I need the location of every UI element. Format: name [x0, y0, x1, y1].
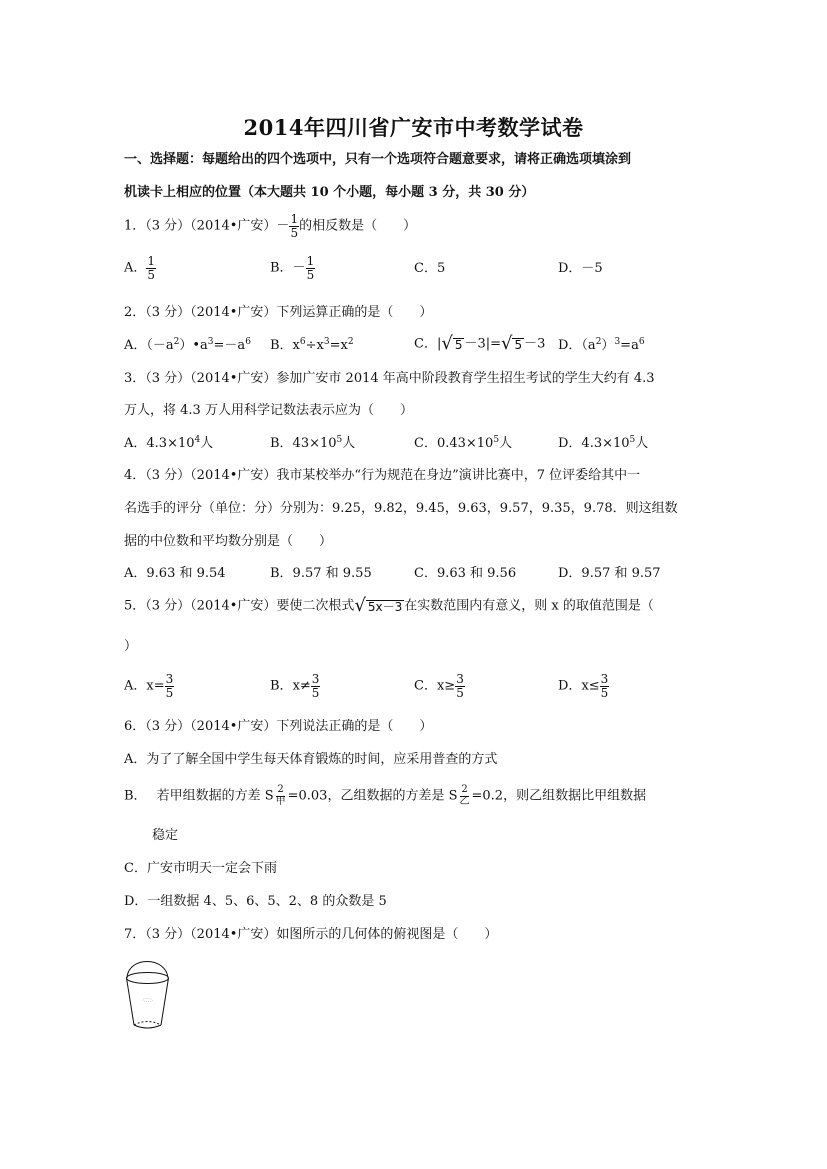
fraction: $\frac{1}{5}$: [290, 212, 299, 240]
section-heading-line1: 一、选择题：每题给出的四个选项中，只有一个选项符合题意要求，请将正确选项填涂到: [124, 152, 632, 167]
question-4-option-a: A．9.63 和 9.54: [124, 566, 226, 581]
bucket-right-side: [161, 978, 169, 1025]
fraction: $\frac{3}{5}$: [600, 672, 609, 700]
question-4-line3: 据的中位数和平均数分别是（ ）: [124, 534, 333, 549]
question-6-option-b-line2: 稳定: [152, 828, 179, 843]
square-root: √ 5x－3: [354, 595, 403, 616]
fraction: $\frac{3}{5}$: [311, 672, 320, 700]
question-1-option-b: B．－ $\frac{1}{5}$: [270, 254, 315, 282]
question-5-line2: ）: [124, 639, 138, 654]
question-6-option-c: C．广安市明天一定会下雨: [124, 861, 277, 876]
question-1-option-d: D．－5: [558, 261, 603, 276]
fraction: $\frac{1}{5}$: [306, 254, 315, 282]
question-3-option-a: A．$4.3\times 10^4$人: [124, 435, 214, 451]
question-3-option-c: C．$0.43\times 10^5$人: [414, 435, 513, 451]
question-4-option-c: C．9.63 和 9.56: [414, 566, 517, 581]
question-2-option-a: A．$(-a^2)•a^3=-a^6$: [124, 337, 251, 353]
fraction: $\frac{3}{5}$: [165, 672, 174, 700]
bucket-rim: [127, 973, 169, 984]
question-1-option-c: C．5: [414, 261, 446, 276]
question-2-stem: 2．（3 分）（2014•广安）下列运算正确的是（ ）: [124, 305, 433, 320]
question-5-option-a: A．x= $\frac{3}{5}$: [124, 672, 174, 700]
question-3-option-d: D．$4.3\times 10^5$人: [558, 435, 649, 451]
question-2-option-d: D．$(a^2)^3=a^6$: [558, 337, 645, 353]
variance-symbol: 2 乙: [459, 784, 470, 807]
question-3-line1: 3．（3 分）（2014•广安）参加广安市 2014 年高中阶段教育学生招生考试的学生大约有 4.3: [124, 371, 655, 386]
bucket-handle: [127, 962, 168, 979]
page-title: 2014年四川省广安市中考数学试卷: [243, 115, 584, 140]
bucket-inner-mark: [143, 999, 153, 1002]
question-4-line2: 名选手的评分（单位：分）分别为：9.25，9.82，9.45，9.63，9.57，9.35，9.78．则这组数: [124, 501, 678, 516]
question-1-prefix: 1．（3 分）（2014•广安）－: [124, 218, 290, 234]
variance-symbol: 2 甲: [275, 784, 286, 807]
geometry-figure-bucket: [118, 952, 178, 1036]
question-1-suffix: 的相反数是（ ）: [299, 218, 417, 234]
bucket-bottom-front: [134, 1025, 161, 1028]
question-5-option-b: B．x≠ $\frac{3}{5}$: [270, 672, 320, 700]
question-4-option-d: D．9.57 和 9.57: [558, 566, 661, 581]
question-6-stem: 6．（3 分）（2014•广安）下列说法正确的是（ ）: [124, 719, 433, 734]
question-7-stem: 7．（3 分）（2014•广安）如图所示的几何体的俯视图是（ ）: [124, 927, 498, 942]
bucket-bottom-back: [134, 1022, 161, 1026]
fraction: $\frac{1}{5}$: [147, 254, 156, 282]
question-5-option-d: D．x≤ $\frac{3}{5}$: [558, 672, 609, 700]
question-4-line1: 4．（3 分）（2014•广安）我市某校举办“行为规范在身边”演讲比赛中，7 位评委给其中一: [124, 468, 641, 483]
question-6-option-a: A．为了了解全国中学生每天体育锻炼的时间，应采用普查的方式: [124, 752, 498, 767]
question-2-option-c: C．| √ 5 －3|= √ 5 －3: [414, 333, 546, 354]
question-3-option-b: B．$43\times 10^5$人: [270, 435, 356, 451]
fraction: $\frac{3}{5}$: [456, 672, 464, 700]
square-root: √ 5: [441, 333, 463, 354]
square-root: √ 5: [501, 333, 523, 354]
question-5-stem: 5．（3 分）（2014•广安）要使二次根式 √ 5x－3 在实数范围内有意义，则 x 的取值范围是（: [124, 595, 654, 616]
question-3-line2: 万人，将 4.3 万人用科学记数法表示应为（ ）: [124, 403, 413, 418]
bucket-left-side: [127, 978, 135, 1025]
section-heading-line2: 机读卡上相应的位置（本大题共 10 个小题，每小题 3 分，共 30 分）: [124, 185, 535, 200]
question-1-stem: [124, 213, 416, 239]
question-2-option-b: B．$x^6\div x^3=x^2$: [270, 337, 354, 353]
question-6-option-b: B． 若甲组数据的方差 S 2 甲 =0.03，乙组数据的方差是 S 2 乙 =0.2，则乙组数据比甲组数据: [124, 784, 647, 807]
question-4-option-b: B．9.57 和 9.55: [270, 566, 372, 581]
question-5-option-c: C．x≥ $\frac{3}{5}$: [414, 672, 464, 700]
question-1-option-a: A． $\frac{1}{5}$: [124, 254, 156, 282]
question-6-option-d: D．一组数据 4、5、6、5、2、8 的众数是 5: [124, 894, 387, 909]
